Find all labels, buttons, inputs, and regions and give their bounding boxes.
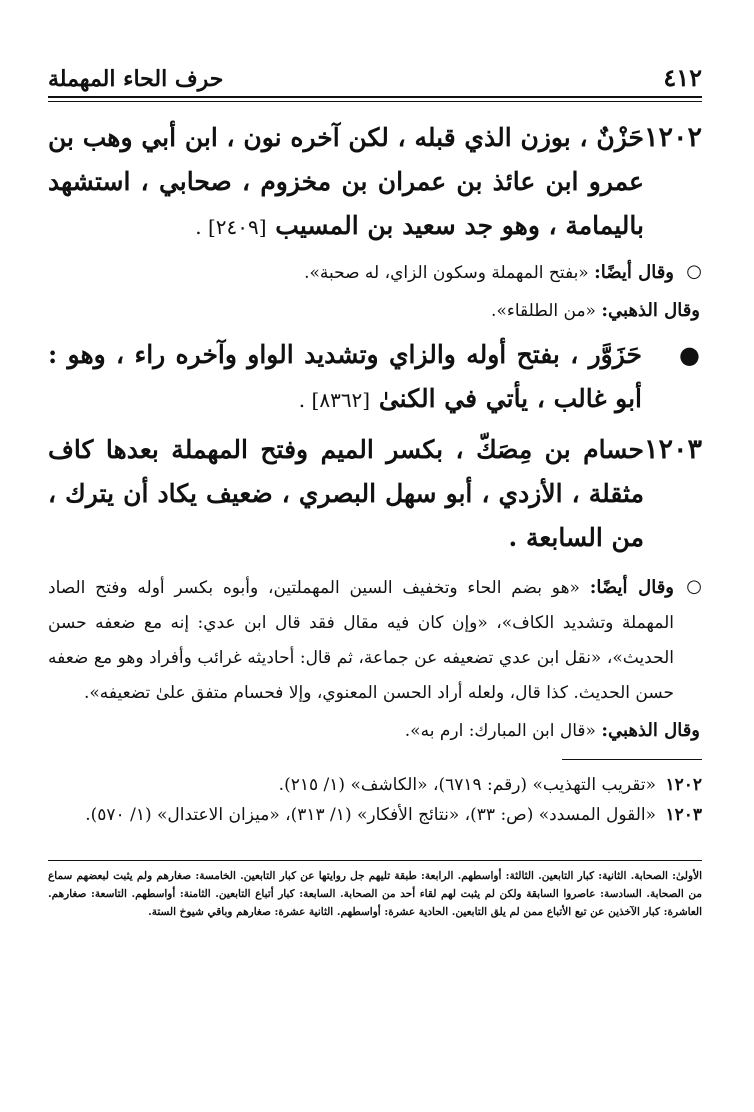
footnote-text: «تقريب التهذيب» (رقم: ٦٧١٩)، «الكاشف» (١/ ٢١٥). xyxy=(278,775,656,795)
entry-main-text: حَزْنٌ ، بوزن الذي قبله ، لكن آخره نون ، ابن أبي وهب بن عمرو ابن عائذ بن عمران بن مخزوم ، صحابي ، استشهد باليمامة ، وهو جد سعيد بن المسيب xyxy=(48,123,644,240)
commentary-1202 xyxy=(48,255,702,291)
legend-rule xyxy=(48,860,702,861)
commentary-line xyxy=(48,255,674,291)
entry-1203 xyxy=(48,428,702,560)
commentary-body xyxy=(48,570,674,711)
circle-bullet-icon: ○ xyxy=(686,261,702,282)
entry-main-text: حَزَوَّر ، بفتح أوله والزاي وتشديد الواو وآخره راء ، وهو : أبو غالب ، يأتي في الكنىٰ xyxy=(48,340,642,413)
entry-hazawwar xyxy=(48,333,702,422)
commentary-lead: وقال الذهبي: xyxy=(601,720,700,741)
entry-main-text: حسام بن مِصَكّ ، بكسر الميم وفتح المهملة بعدها كاف مثقلة ، الأزدي ، أبو سهل البصري ، ضعيف يكاد أن يترك ، من السابعة . xyxy=(48,435,644,552)
commentary-lead: وقال أيضًا: xyxy=(594,262,674,283)
cross-reference: [٨٣٦٢] . xyxy=(298,388,371,412)
commentary-quote: «بفتح المهملة وسكون الزاي، له صحبة». xyxy=(304,263,589,283)
footnote-1203 xyxy=(48,800,702,830)
cross-reference: [٢٤٠٩] . xyxy=(195,215,267,239)
entry-text xyxy=(48,333,642,422)
commentary-lead: وقال أيضًا: xyxy=(589,577,675,598)
tabaqat-legend: الأولىٰ: الصحابة. الثانية: كبار التابعين. الثالثة: أواسطهم. الرابعة: طبقة تليهم جل روايتها عن كبار التابعين. الخامسة: صغارهم ولم يثبت لبعضهم سماع من الصحابة. السادسة: عاصروا السابقة ولكن لم يثبت لهم لقاء أحد من الصحابة. السابعة: كبار أتباع التابعين. الثامنة: أواسطهم. التاسعة: صغارهم. العاشرة: كبار الآخذين عن تبع الأتباع ممن لم يلق التابعين. الحادية عشرة: أواسطهم. الثانية عشرة: صغارهم وباقي شيوخ الستة. xyxy=(48,870,702,918)
running-title: حرف الحاء المهملة xyxy=(48,66,224,92)
commentary-quote: «من الطلقاء». xyxy=(491,301,596,321)
header-rule-thin xyxy=(48,101,702,102)
filled-bullet-icon: ● xyxy=(679,341,700,369)
footnote-text: «القول المسدد» (ص: ٣٣)، «نتائج الأفكار» (١/ ٣١٣)، «ميزان الاعتدال» (١/ ٥٧٠). xyxy=(85,805,656,825)
entry-1202 xyxy=(48,116,702,249)
entry-text xyxy=(48,428,644,560)
page-header xyxy=(48,48,702,92)
footnote-1202 xyxy=(48,770,702,800)
commentary-1203 xyxy=(48,570,702,711)
footnote-separator xyxy=(562,759,702,760)
footnote-number: ١٢٠٢ xyxy=(665,775,702,795)
header-rule xyxy=(48,96,702,98)
commentary-body xyxy=(48,255,674,291)
commentary-line xyxy=(48,295,702,327)
entry-text xyxy=(48,116,644,249)
entry-number: ١٢٠٣ xyxy=(643,434,702,465)
commentary-lead: وقال الذهبي: xyxy=(601,300,700,321)
entry-number: ١٢٠٢ xyxy=(643,122,702,153)
commentary-quote: «قال ابن المبارك: ارم به». xyxy=(404,721,596,741)
commentary-line xyxy=(48,715,702,747)
footnote-number: ١٢٠٣ xyxy=(665,805,702,825)
page-number: ٤١٢ xyxy=(663,63,702,92)
circle-bullet-icon: ○ xyxy=(686,576,702,597)
commentary-quote: «هو بضم الحاء وتخفيف السين المهملتين، وأبوه بكسر أوله وفتح الصاد المهملة وتشديد الكاف»، «وإن كان فيه مقال فقد قال ابن عدي: إنه مع ضعفه حسن الحديث»، «نقل ابن عدي تضعيفه عن جماعة، ثم قال: أحاديثه غرائب وأفراد وهو مع ضعفه حسن الحديث. كذا قال، ولعله أراد الحسن المعنوي، وإلا فحسام متفق علىٰ تضعيفه». xyxy=(48,578,674,703)
